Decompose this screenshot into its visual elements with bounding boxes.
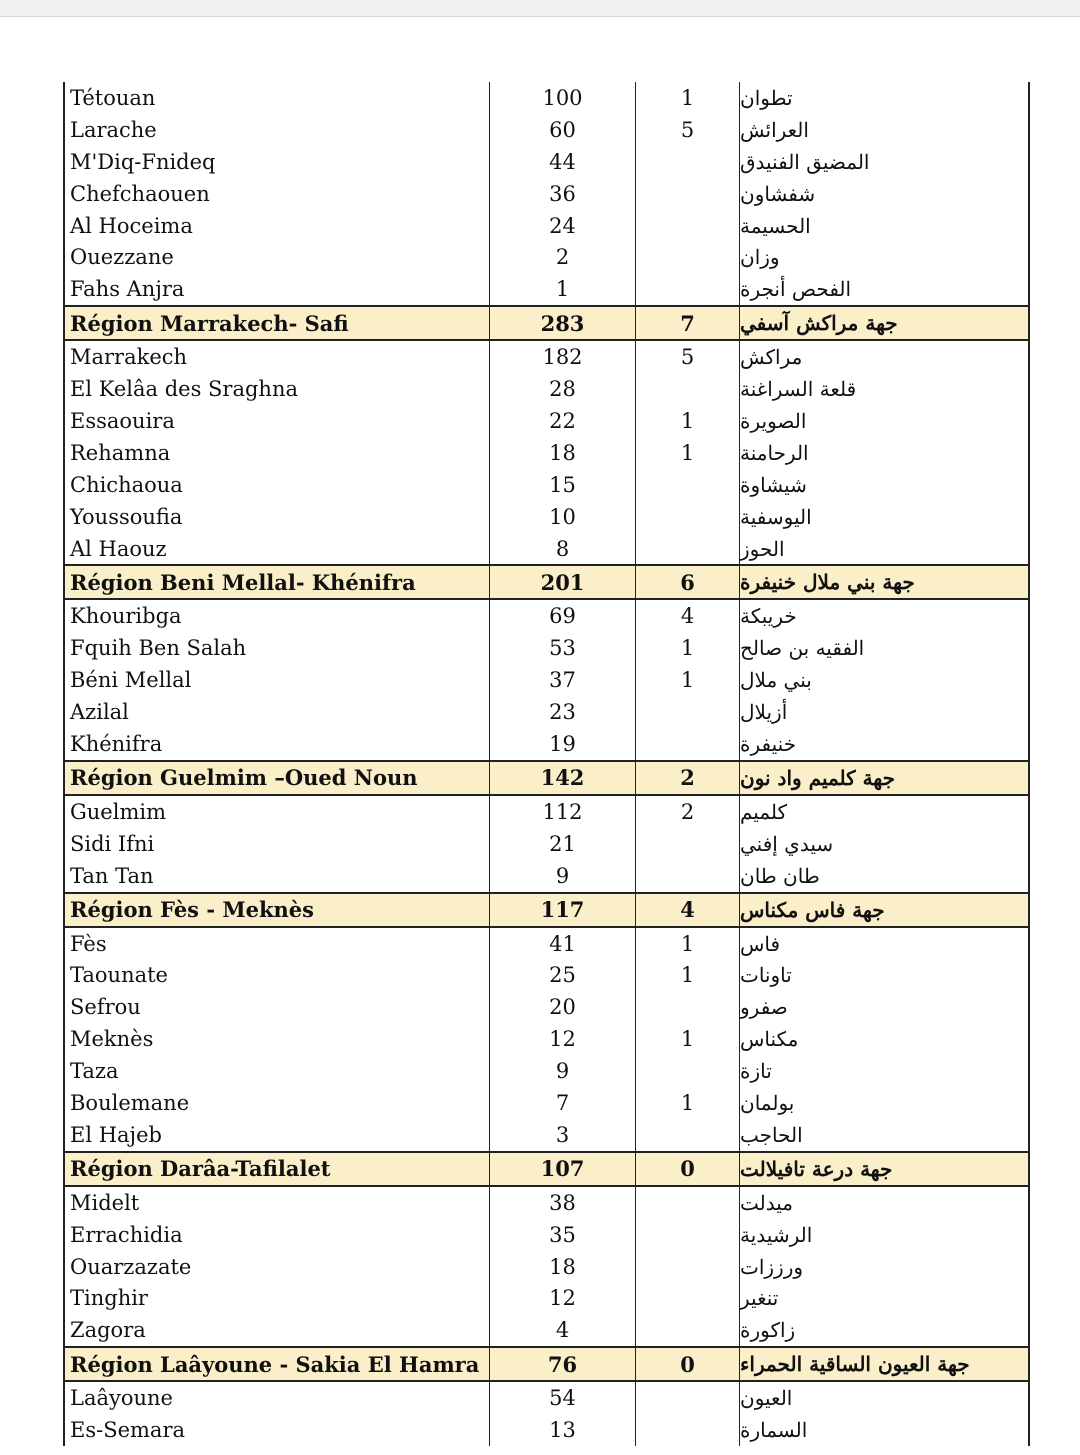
name-ar-cell: ميدلت	[740, 1190, 793, 1215]
cases-table	[63, 82, 1030, 1446]
city-row	[65, 828, 1028, 860]
name-ar-cell: بني ملال	[740, 668, 812, 693]
city-row	[65, 1119, 1028, 1151]
cases-cell: 2	[490, 241, 636, 273]
city-row	[65, 728, 1028, 760]
name-fr-cell: Région Marrakech- Safi	[65, 307, 490, 339]
name-fr-cell: Youssoufia	[65, 501, 490, 533]
name-fr-cell: Azilal	[65, 696, 490, 728]
city-row	[65, 210, 1028, 242]
cases-cell: 4	[490, 1314, 636, 1346]
deaths-cell	[636, 178, 740, 210]
name-ar-cell: كلميم	[740, 799, 788, 824]
name-ar-cell: جهة بني ملال خنيفرة	[740, 570, 915, 595]
name-fr-cell: Errachidia	[65, 1219, 490, 1251]
deaths-cell: 1	[636, 405, 740, 437]
name-fr-cell: Sidi Ifni	[65, 828, 490, 860]
deaths-cell	[636, 1187, 740, 1219]
city-row	[65, 696, 1028, 728]
name-ar-cell: سيدي إفني	[740, 831, 834, 856]
name-fr-cell: Ouarzazate	[65, 1251, 490, 1283]
cases-cell: 13	[490, 1414, 636, 1446]
name-fr-cell: M'Diq-Fnideq	[65, 146, 490, 178]
name-fr-cell: Région Guelmim –Oued Noun	[65, 762, 490, 794]
cases-cell: 107	[490, 1153, 636, 1185]
cases-cell: 53	[490, 632, 636, 664]
name-fr-cell: Es-Semara	[65, 1414, 490, 1446]
name-fr-cell: Région Darâa-Tafilalet	[65, 1153, 490, 1185]
name-fr-cell: Khénifra	[65, 728, 490, 760]
name-fr-cell: El Kelâa des Sraghna	[65, 373, 490, 405]
name-ar-cell: خريبكة	[740, 604, 797, 629]
deaths-cell: 2	[636, 796, 740, 828]
name-fr-cell: Al Haouz	[65, 533, 490, 565]
name-ar-cell: وزان	[740, 245, 780, 270]
name-ar-cell: العيون	[740, 1386, 793, 1411]
name-ar-cell: الحسيمة	[740, 213, 811, 238]
cases-cell: 8	[490, 533, 636, 565]
deaths-cell	[636, 1119, 740, 1151]
cases-cell: 15	[490, 469, 636, 501]
cases-cell: 117	[490, 894, 636, 926]
name-ar-cell: شفشاون	[740, 181, 816, 206]
name-ar-cell: الحاجب	[740, 1122, 803, 1147]
name-fr-cell: Région Laâyoune - Sakia El Hamra	[65, 1348, 490, 1380]
name-fr-cell: Khouribga	[65, 600, 490, 632]
name-fr-cell: Région Beni Mellal- Khénifra	[65, 566, 490, 598]
name-fr-cell: Rehamna	[65, 437, 490, 469]
deaths-cell	[636, 860, 740, 892]
name-fr-cell: Taza	[65, 1055, 490, 1087]
city-row	[65, 341, 1028, 373]
cases-cell: 21	[490, 828, 636, 860]
deaths-cell	[636, 273, 740, 305]
region-row	[65, 1151, 1028, 1187]
deaths-cell	[636, 1219, 740, 1251]
deaths-cell: 5	[636, 341, 740, 373]
deaths-cell: 0	[636, 1153, 740, 1185]
name-ar-cell: تازة	[740, 1059, 772, 1084]
name-fr-cell: Ouezzane	[65, 241, 490, 273]
deaths-cell	[636, 696, 740, 728]
deaths-cell: 1	[636, 632, 740, 664]
name-ar-cell: الحوز	[740, 536, 785, 561]
city-row	[65, 1251, 1028, 1283]
region-row	[65, 892, 1028, 928]
name-fr-cell: Larache	[65, 114, 490, 146]
deaths-cell	[636, 1283, 740, 1315]
cases-cell: 12	[490, 1023, 636, 1055]
city-row	[65, 1283, 1028, 1315]
name-fr-cell: Zagora	[65, 1314, 490, 1346]
cases-cell: 28	[490, 373, 636, 405]
city-row	[65, 533, 1028, 565]
deaths-cell	[636, 1414, 740, 1446]
cases-cell: 283	[490, 307, 636, 339]
cases-cell: 24	[490, 210, 636, 242]
city-row	[65, 1187, 1028, 1219]
region-row	[65, 760, 1028, 796]
deaths-cell	[636, 991, 740, 1023]
deaths-cell	[636, 501, 740, 533]
city-row	[65, 796, 1028, 828]
cases-cell: 54	[490, 1382, 636, 1414]
name-ar-cell: تنغير	[740, 1286, 779, 1311]
cases-cell: 69	[490, 600, 636, 632]
name-fr-cell: Fquih Ben Salah	[65, 632, 490, 664]
deaths-cell	[636, 1314, 740, 1346]
city-row	[65, 273, 1028, 305]
cases-cell: 100	[490, 82, 636, 114]
deaths-cell: 0	[636, 1348, 740, 1380]
name-ar-cell: العرائش	[740, 117, 809, 142]
city-row	[65, 1382, 1028, 1414]
cases-cell: 201	[490, 566, 636, 598]
name-ar-cell: شيشاوة	[740, 472, 807, 497]
name-fr-cell: Essaouira	[65, 405, 490, 437]
deaths-cell	[636, 241, 740, 273]
city-row	[65, 469, 1028, 501]
name-ar-cell: جهة فاس مكناس	[740, 897, 885, 922]
city-row	[65, 1314, 1028, 1346]
cases-cell: 182	[490, 341, 636, 373]
name-ar-cell: الصويرة	[740, 408, 807, 433]
name-ar-cell: قلعة السراغنة	[740, 377, 857, 402]
name-fr-cell: Fahs Anjra	[65, 273, 490, 305]
name-fr-cell: El Hajeb	[65, 1119, 490, 1151]
deaths-cell: 1	[636, 1023, 740, 1055]
name-ar-cell: تطوان	[740, 85, 793, 110]
deaths-cell	[636, 469, 740, 501]
city-row	[65, 501, 1028, 533]
deaths-cell	[636, 1382, 740, 1414]
city-row	[65, 1414, 1028, 1446]
city-row	[65, 959, 1028, 991]
name-ar-cell: صفرو	[740, 995, 788, 1020]
name-ar-cell: السمارة	[740, 1418, 808, 1443]
cases-cell: 25	[490, 959, 636, 991]
cases-cell: 37	[490, 664, 636, 696]
cases-cell: 60	[490, 114, 636, 146]
name-fr-cell: Tinghir	[65, 1283, 490, 1315]
cases-cell: 38	[490, 1187, 636, 1219]
name-fr-cell: Meknès	[65, 1023, 490, 1055]
cases-cell: 35	[490, 1219, 636, 1251]
deaths-cell: 1	[636, 82, 740, 114]
region-row	[65, 1346, 1028, 1382]
deaths-cell: 4	[636, 894, 740, 926]
deaths-cell: 1	[636, 1087, 740, 1119]
cases-cell: 19	[490, 728, 636, 760]
name-fr-cell: Région Fès - Meknès	[65, 894, 490, 926]
name-fr-cell: Boulemane	[65, 1087, 490, 1119]
deaths-cell	[636, 533, 740, 565]
city-row	[65, 991, 1028, 1023]
cases-cell: 7	[490, 1087, 636, 1119]
name-fr-cell: Taounate	[65, 959, 490, 991]
deaths-cell: 1	[636, 959, 740, 991]
region-row	[65, 305, 1028, 341]
deaths-cell: 2	[636, 762, 740, 794]
deaths-cell: 1	[636, 664, 740, 696]
name-ar-cell: فاس	[740, 931, 781, 956]
city-row	[65, 405, 1028, 437]
name-ar-cell: الفحص أنجرة	[740, 277, 852, 302]
deaths-cell	[636, 1251, 740, 1283]
name-fr-cell: Béni Mellal	[65, 664, 490, 696]
cases-cell: 23	[490, 696, 636, 728]
city-row	[65, 114, 1028, 146]
name-ar-cell: مراكش	[740, 345, 803, 370]
cases-cell: 41	[490, 928, 636, 960]
name-ar-cell: جهة درعة تافيلالت	[740, 1156, 893, 1181]
cases-cell: 20	[490, 991, 636, 1023]
deaths-cell	[636, 1055, 740, 1087]
city-row	[65, 146, 1028, 178]
cases-cell: 18	[490, 1251, 636, 1283]
city-row	[65, 437, 1028, 469]
name-ar-cell: جهة العيون الساقية الحمراء	[740, 1352, 970, 1377]
name-fr-cell: Al Hoceima	[65, 210, 490, 242]
city-row	[65, 860, 1028, 892]
cases-cell: 18	[490, 437, 636, 469]
name-ar-cell: اليوسفية	[740, 504, 812, 529]
name-fr-cell: Chefchaouen	[65, 178, 490, 210]
region-row	[65, 564, 1028, 600]
deaths-cell: 5	[636, 114, 740, 146]
city-row	[65, 600, 1028, 632]
cases-cell: 112	[490, 796, 636, 828]
name-ar-cell: الرشيدية	[740, 1222, 813, 1247]
city-row	[65, 1087, 1028, 1119]
name-ar-cell: خنيفرة	[740, 731, 797, 756]
name-fr-cell: Tétouan	[65, 82, 490, 114]
name-ar-cell: مكناس	[740, 1027, 799, 1052]
name-ar-cell: المضيق الفنيدق	[740, 149, 870, 174]
cases-cell: 36	[490, 178, 636, 210]
city-row	[65, 928, 1028, 960]
name-ar-cell: الفقيه بن صالح	[740, 636, 865, 661]
city-row	[65, 1023, 1028, 1055]
cases-cell: 3	[490, 1119, 636, 1151]
name-fr-cell: Sefrou	[65, 991, 490, 1023]
cases-cell: 22	[490, 405, 636, 437]
cases-cell: 1	[490, 273, 636, 305]
deaths-cell: 1	[636, 928, 740, 960]
name-ar-cell: جهة مراكش آسفي	[740, 311, 898, 336]
cases-cell: 76	[490, 1348, 636, 1380]
city-row	[65, 664, 1028, 696]
cases-cell: 10	[490, 501, 636, 533]
cases-cell: 9	[490, 860, 636, 892]
name-ar-cell: ورززات	[740, 1254, 804, 1279]
name-ar-cell: تاونات	[740, 963, 792, 988]
cases-cell: 44	[490, 146, 636, 178]
name-fr-cell: Fès	[65, 928, 490, 960]
city-row	[65, 1219, 1028, 1251]
name-fr-cell: Guelmim	[65, 796, 490, 828]
name-fr-cell: Chichaoua	[65, 469, 490, 501]
city-row	[65, 373, 1028, 405]
deaths-cell	[636, 210, 740, 242]
name-ar-cell: الرحامنة	[740, 440, 809, 465]
name-fr-cell: Midelt	[65, 1187, 490, 1219]
name-ar-cell: زاكورة	[740, 1318, 796, 1343]
name-ar-cell: بولمان	[740, 1090, 795, 1115]
cases-cell: 9	[490, 1055, 636, 1087]
deaths-cell: 4	[636, 600, 740, 632]
deaths-cell: 1	[636, 437, 740, 469]
deaths-cell	[636, 728, 740, 760]
city-row	[65, 241, 1028, 273]
name-ar-cell: أزيلال	[740, 700, 788, 725]
city-row	[65, 178, 1028, 210]
city-row	[65, 82, 1028, 114]
deaths-cell	[636, 828, 740, 860]
viewer-top-bar	[0, 0, 1080, 17]
name-ar-cell: طان طان	[740, 863, 820, 888]
name-fr-cell: Tan Tan	[65, 860, 490, 892]
cases-cell: 142	[490, 762, 636, 794]
city-row	[65, 632, 1028, 664]
deaths-cell	[636, 146, 740, 178]
name-ar-cell: جهة كلميم واد نون	[740, 765, 895, 790]
city-row	[65, 1055, 1028, 1087]
name-fr-cell: Laâyoune	[65, 1382, 490, 1414]
name-fr-cell: Marrakech	[65, 341, 490, 373]
deaths-cell	[636, 373, 740, 405]
deaths-cell: 7	[636, 307, 740, 339]
deaths-cell: 6	[636, 566, 740, 598]
cases-cell: 12	[490, 1283, 636, 1315]
